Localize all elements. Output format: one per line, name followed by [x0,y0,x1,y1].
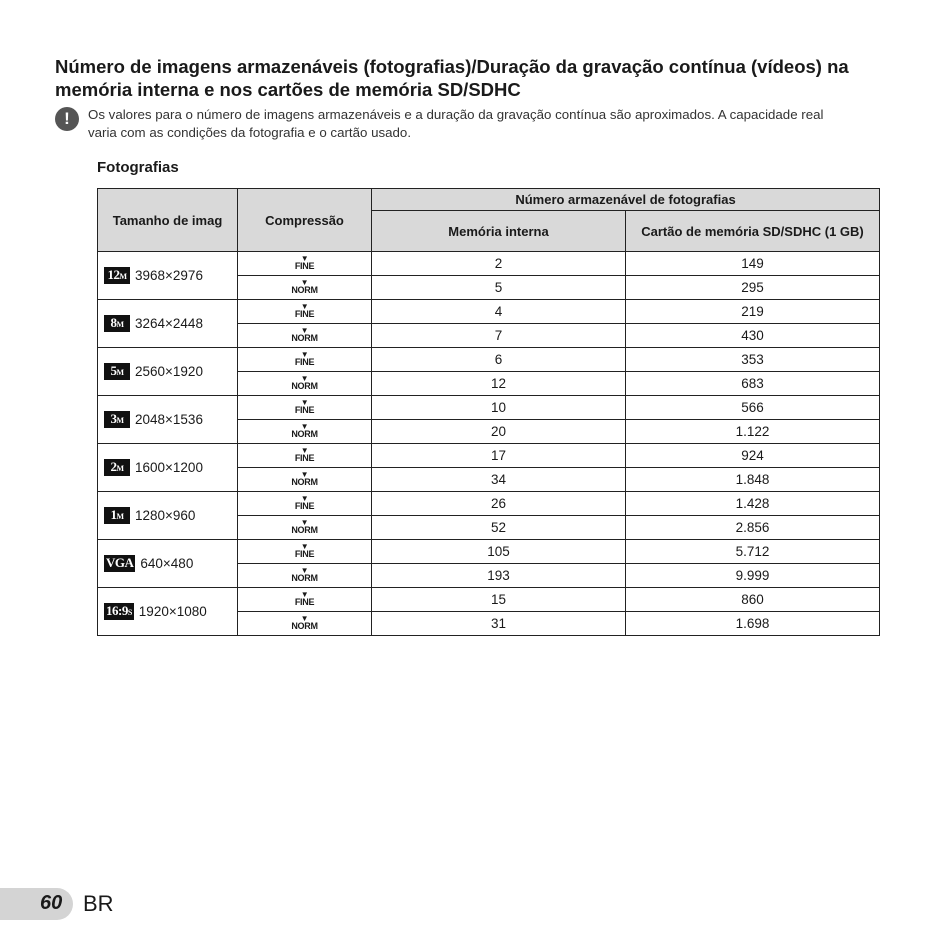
note-text: Os valores para o número de imagens armazenáveis e a duração da gravação contínua são aproximados. A capacidade real varia com as condições da fotografia e o cartão usado. [88,107,824,140]
card-value: 2.856 [626,516,880,540]
size-mode-icon: 1M [104,507,130,524]
header-size: Tamanho de imag [98,189,238,252]
compression-cell [238,588,372,612]
normal-quality-icon: ▼ NORM [291,616,317,631]
image-size: 1920×1080 [138,604,207,619]
fine-quality-icon: ▼ FINE [295,304,314,319]
internal-memory-value: 20 [372,420,626,444]
compression-cell [238,564,372,588]
card-value: 149 [626,252,880,276]
card-value: 566 [626,396,880,420]
size-mode-icon: 8M [104,315,130,332]
card-value: 1.428 [626,492,880,516]
caution-icon: ! [55,107,79,131]
compression-cell [238,492,372,516]
fine-quality-icon: ▼ FINE [295,256,314,271]
size-mode-icon: 5M [104,363,130,380]
image-size: 3264×2448 [135,316,203,331]
size-mode-icon: 16:9S [106,603,132,618]
normal-quality-icon: ▼ NORM [291,424,317,439]
compression-cell [238,612,372,636]
card-value: 219 [626,300,880,324]
compression-cell [238,444,372,468]
size-mode-icon: 3M [104,411,130,428]
card-value: 924 [626,444,880,468]
compression-cell [238,420,372,444]
image-size-cell [98,588,238,636]
internal-memory-value: 52 [372,516,626,540]
header-internal: Memória interna [372,211,626,252]
image-size: 1280×960 [135,508,196,523]
internal-memory-value: 4 [372,300,626,324]
image-size-cell [98,396,238,444]
normal-quality-icon: ▼ NORM [291,472,317,487]
internal-memory-value: 31 [372,612,626,636]
normal-quality-icon: ▼ NORM [291,376,317,391]
image-size-cell [98,252,238,300]
internal-memory-value: 10 [372,396,626,420]
card-value: 353 [626,348,880,372]
card-value: 295 [626,276,880,300]
card-value: 5.712 [626,540,880,564]
page-title: Número de imagens armazenáveis (fotografias)/Duração da gravação contínua (vídeos) na memória interna e nos cartões de memória SD/SDHC [55,56,849,100]
header-group: Número armazenável de fotografias [372,189,880,211]
image-size: 640×480 [140,556,194,571]
page-number: 60 [40,892,63,914]
fine-quality-icon: ▼ FINE [295,448,314,463]
compression-cell [238,540,372,564]
image-size-cell [98,444,238,492]
image-size-cell [98,540,238,588]
internal-memory-value: 193 [372,564,626,588]
card-value: 683 [626,372,880,396]
table-row [98,396,880,420]
internal-memory-value: 6 [372,348,626,372]
image-size-cell [98,348,238,396]
normal-quality-icon: ▼ NORM [291,280,317,295]
normal-quality-icon: ▼ NORM [291,520,317,535]
compression-cell [238,348,372,372]
fine-quality-icon: ▼ FINE [295,496,314,511]
note [55,106,855,142]
compression-cell [238,468,372,492]
internal-memory-value: 5 [372,276,626,300]
table-row [98,252,880,276]
table-row [98,348,880,372]
image-size-cell [98,300,238,348]
table-row [98,444,880,468]
section-title: Fotografias [97,159,179,176]
image-size: 2560×1920 [135,364,203,379]
card-value: 1.122 [626,420,880,444]
card-value: 9.999 [626,564,880,588]
internal-memory-value: 15 [372,588,626,612]
image-size: 2048×1536 [135,412,203,427]
internal-memory-value: 12 [372,372,626,396]
size-mode-icon: 12M [104,267,130,284]
normal-quality-icon: ▼ NORM [291,328,317,343]
internal-memory-value: 17 [372,444,626,468]
internal-memory-value: 34 [372,468,626,492]
compression-cell [238,300,372,324]
compression-cell [238,252,372,276]
table-row [98,588,880,612]
image-size-cell [98,492,238,540]
fine-quality-icon: ▼ FINE [295,400,314,415]
table-row [98,492,880,516]
internal-memory-value: 7 [372,324,626,348]
size-mode-icon: VGA [106,555,134,570]
card-value: 1.698 [626,612,880,636]
compression-cell [238,324,372,348]
image-size: 1600×1200 [135,460,203,475]
internal-memory-value: 26 [372,492,626,516]
header-card: Cartão de memória SD/SDHC (1 GB) [626,211,880,252]
header-compression: Compressão [238,189,372,252]
table-row [98,300,880,324]
normal-quality-icon: ▼ NORM [291,568,317,583]
internal-memory-value: 105 [372,540,626,564]
compression-cell [238,276,372,300]
size-mode-icon: 2M [104,459,130,476]
fine-quality-icon: ▼ FINE [295,352,314,367]
compression-cell [238,372,372,396]
compression-cell [238,516,372,540]
card-value: 860 [626,588,880,612]
table-row [98,540,880,564]
compression-cell [238,396,372,420]
card-value: 1.848 [626,468,880,492]
internal-memory-value: 2 [372,252,626,276]
image-size: 3968×2976 [135,268,203,283]
fine-quality-icon: ▼ FINE [295,592,314,607]
storage-table [97,188,880,636]
fine-quality-icon: ▼ FINE [295,544,314,559]
card-value: 430 [626,324,880,348]
page-language: BR [83,891,114,916]
